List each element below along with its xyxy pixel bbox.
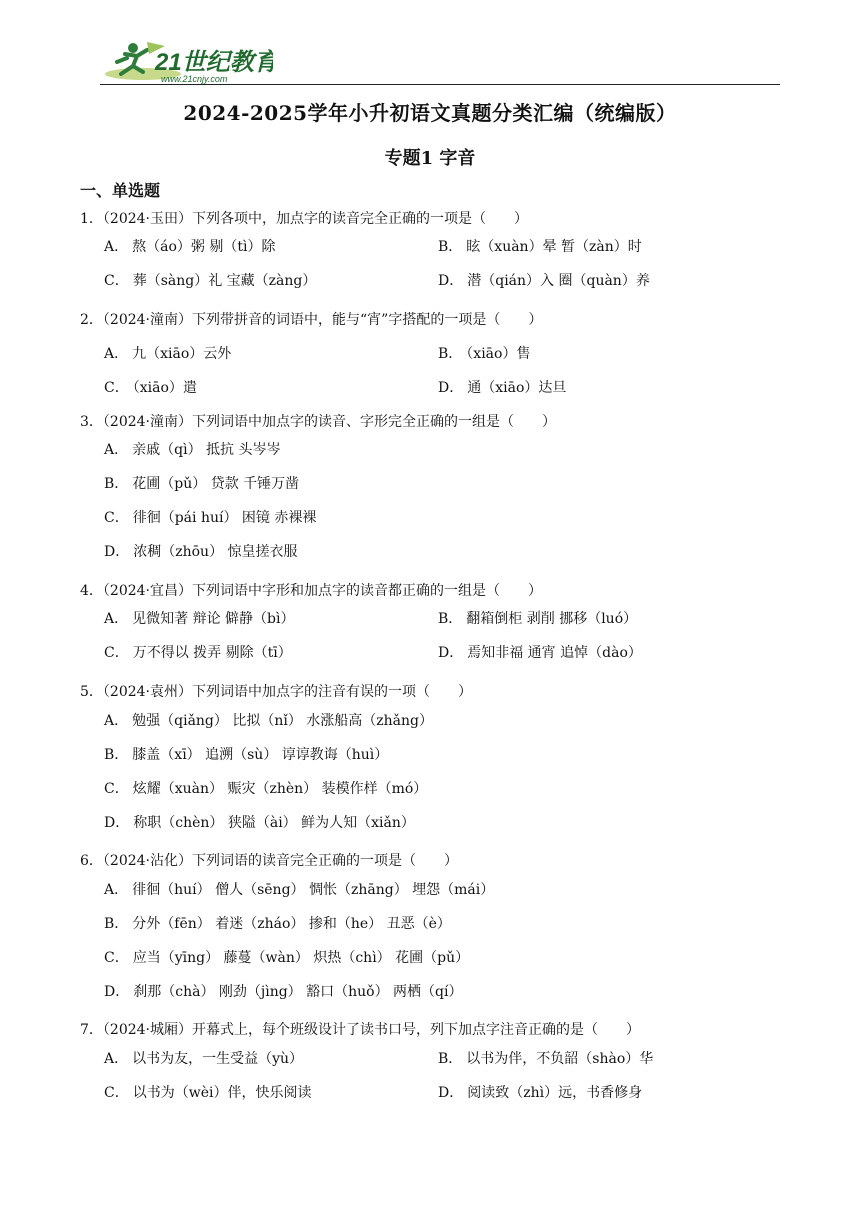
- question-3: [80, 411, 556, 431]
- option-text: （xiāo）遣: [132, 380, 197, 396]
- header-rule: [100, 84, 780, 85]
- option-text: 徘徊（huí） 僧人（sēng） 惆怅（zhāng） 埋怨（mái）: [132, 882, 495, 898]
- option-text: 花圃（pǔ） 贷款 千锤万凿: [132, 476, 300, 492]
- logo-text: 21世纪教育: [155, 49, 273, 76]
- option-label: D．: [104, 984, 130, 1000]
- option-label: A．: [104, 882, 129, 898]
- option-a: [104, 343, 231, 363]
- option-text: 眩（xuàn）晕 暂（zàn）时: [466, 239, 642, 255]
- option-b: [438, 343, 530, 363]
- section-heading: 一、单选题: [80, 181, 161, 200]
- option-text: 以书为友，一生受益（yù）: [132, 1051, 304, 1067]
- option-text: 葬（sàng）礼 宝藏（zàng）: [132, 273, 317, 289]
- option-text: 通（xiāo）达旦: [467, 380, 567, 396]
- question-source: （2024·潼南）: [102, 312, 193, 328]
- option-label: C．: [104, 380, 129, 396]
- option-text: 分外（fēn） 着迷（zháo） 掺和（he） 丑恶（è）: [132, 916, 451, 932]
- option-label: B．: [438, 239, 463, 255]
- option-label: A．: [104, 239, 129, 255]
- option-label: D．: [438, 273, 464, 289]
- question-source: （2024·宜昌）: [102, 583, 193, 599]
- option-label: A．: [104, 713, 129, 729]
- question-number: 6．: [80, 853, 103, 869]
- option-label: C．: [104, 510, 129, 526]
- option-c: [104, 377, 197, 397]
- option-d: [104, 541, 298, 561]
- option-c: [104, 642, 292, 662]
- option-a: [104, 439, 280, 459]
- option-c: [104, 778, 427, 798]
- option-text: 勉强（qiǎng） 比拟（nǐ） 水涨船高（zhǎng）: [132, 713, 434, 729]
- option-text: 九（xiāo）云外: [132, 346, 232, 362]
- logo: [103, 40, 273, 84]
- option-label: C．: [104, 273, 129, 289]
- option-label: B．: [438, 346, 463, 362]
- option-d: [438, 1082, 642, 1102]
- question-number: 7．: [80, 1022, 103, 1038]
- option-text: 潜（qián）入 圈（quàn）养: [467, 273, 650, 289]
- option-text: 称职（chèn） 狭隘（ài） 鲜为人知（xiǎn）: [133, 815, 415, 831]
- option-label: A．: [104, 442, 129, 458]
- option-d: [438, 377, 566, 397]
- question-number: 3．: [80, 414, 103, 430]
- option-label: B．: [104, 476, 129, 492]
- option-b: [104, 913, 451, 933]
- option-text: 万不得以 拨弄 剔除（tī）: [132, 645, 292, 661]
- option-b: [104, 473, 299, 493]
- option-label: D．: [438, 380, 464, 396]
- question-6: [80, 850, 458, 870]
- logo-graphic: [103, 40, 273, 84]
- question-number: 5．: [80, 684, 103, 700]
- option-text: 徘徊（pái huí） 困镜 赤裸裸: [132, 510, 317, 526]
- question-stem: 下列词语中字形和加点字的读音都正确的一组是（ ）: [192, 583, 543, 599]
- question-stem: 下列词语的读音完全正确的一项是（ ）: [192, 853, 459, 869]
- option-label: D．: [438, 1085, 464, 1101]
- question-stem: 开幕式上，每个班级设计了读书口号，列下加点字注音正确的是（ ）: [192, 1022, 641, 1038]
- option-text: 亲戚（qì） 抵抗 头岑岑: [132, 442, 281, 458]
- question-stem: 下列词语中加点字的读音、字形完全正确的一组是（ ）: [192, 414, 557, 430]
- option-c: [104, 270, 316, 290]
- question-7: [80, 1019, 640, 1039]
- question-5: [80, 681, 472, 701]
- option-text: （xiāo）售: [466, 346, 531, 362]
- question-source: （2024·沾化）: [102, 853, 193, 869]
- question-stem: 下列词语中加点字的注音有误的一项（ ）: [192, 684, 473, 700]
- option-text: 以书为（wèi）伴，快乐阅读: [132, 1085, 312, 1101]
- question-source: （2024·潼南）: [102, 414, 193, 430]
- option-b: [438, 236, 642, 256]
- option-label: D．: [104, 815, 130, 831]
- document-subtitle: 专题1 字音: [384, 148, 476, 169]
- option-text: 以书为伴，不负韶（shào）华: [466, 1051, 654, 1067]
- option-label: C．: [104, 781, 129, 797]
- question-number: 4．: [80, 583, 103, 599]
- option-label: A．: [104, 611, 129, 627]
- option-d: [438, 270, 650, 290]
- question-1: [80, 208, 528, 228]
- option-a: [104, 608, 294, 628]
- option-c: [104, 507, 316, 527]
- option-text: 见微知著 辩论 僻静（bì）: [132, 611, 295, 627]
- option-label: C．: [104, 1085, 129, 1101]
- document-title: 2024-2025学年小升初语文真题分类汇编（统编版）: [183, 101, 677, 125]
- question-source: （2024·袁州）: [102, 684, 193, 700]
- question-source: （2024·城厢）: [102, 1022, 193, 1038]
- option-label: D．: [104, 544, 130, 560]
- question-stem: 下列带拼音的词语中，能与“宵”字搭配的一项是（ ）: [192, 312, 543, 328]
- option-d: [438, 642, 642, 662]
- option-b: [104, 744, 388, 764]
- option-label: B．: [438, 611, 463, 627]
- question-2: [80, 309, 542, 329]
- question-4: [80, 580, 542, 600]
- option-d: [104, 812, 415, 832]
- option-d: [104, 981, 463, 1001]
- option-a: [104, 710, 433, 730]
- option-text: 刹那（chà） 刚劲（jìng） 豁口（huǒ） 两栖（qí）: [133, 984, 463, 1000]
- question-number: 1．: [80, 211, 103, 227]
- option-c: [104, 947, 469, 967]
- option-label: B．: [438, 1051, 463, 1067]
- option-a: [104, 236, 275, 256]
- option-text: 应当（yīng） 藤蔓（wàn） 炽热（chì） 花圃（pǔ）: [132, 950, 470, 966]
- option-text: 翻箱倒柜 剥削 挪移（luó）: [466, 611, 638, 627]
- option-label: B．: [104, 747, 129, 763]
- option-a: [104, 1048, 303, 1068]
- option-text: 膝盖（xī） 追溯（sù） 谆谆教诲（huì）: [132, 747, 389, 763]
- question-source: （2024·玉田）: [102, 211, 193, 227]
- option-text: 浓稠（zhōu） 惊皇搓衣服: [133, 544, 298, 560]
- option-label: A．: [104, 346, 129, 362]
- option-b: [438, 1048, 653, 1068]
- option-label: A．: [104, 1051, 129, 1067]
- option-label: C．: [104, 645, 129, 661]
- option-label: D．: [438, 645, 464, 661]
- option-text: 熬（áo）粥 剔（tì）除: [132, 239, 276, 255]
- option-a: [104, 879, 494, 899]
- option-text: 焉知非福 通宵 追悼（dào）: [467, 645, 642, 661]
- option-label: B．: [104, 916, 129, 932]
- option-text: 阅读致（zhì）远，书香修身: [467, 1085, 643, 1101]
- logo-url: www.21cnjy.com: [161, 74, 228, 84]
- question-number: 2．: [80, 312, 103, 328]
- option-text: 炫耀（xuàn） 赈灾（zhèn） 装模作样（mó）: [132, 781, 428, 797]
- option-label: C．: [104, 950, 129, 966]
- question-stem: 下列各项中，加点字的读音完全正确的一项是（ ）: [192, 211, 529, 227]
- option-c: [104, 1082, 311, 1102]
- option-b: [438, 608, 637, 628]
